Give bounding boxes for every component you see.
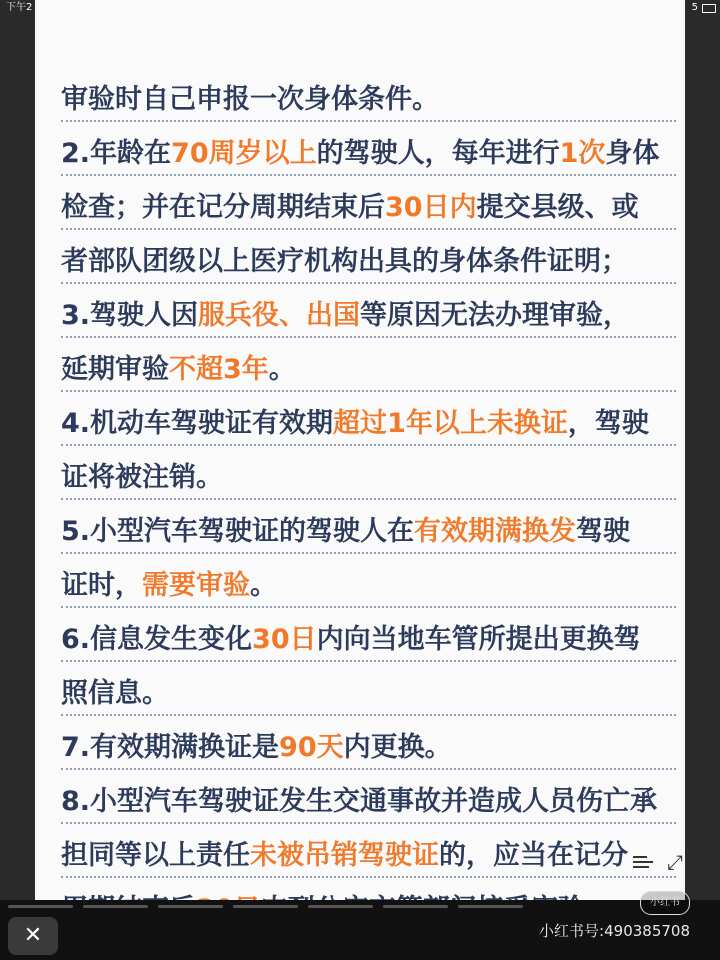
- highlight-text: 90天: [279, 732, 344, 763]
- dotted-rule: [61, 876, 676, 878]
- body-text: 的，应当在记分: [439, 840, 628, 871]
- body-text: 3.驾驶人因: [61, 300, 199, 331]
- expand-icon[interactable]: ⤢: [667, 850, 683, 874]
- watermark: 小红书号:490385708: [539, 922, 690, 940]
- progress-segment: [233, 905, 298, 908]
- body-text: 4.机动车驾驶证有效期: [61, 408, 334, 439]
- dotted-rule: [61, 822, 676, 824]
- body-text: 2.年龄在: [61, 138, 172, 169]
- body-text: 者部队团级以上医疗机构出具的身体条件证明；: [61, 246, 628, 277]
- dotted-rule: [61, 444, 676, 446]
- text-line: [61, 504, 676, 558]
- text-line-content: [61, 190, 639, 226]
- highlight-text: 70周岁以上: [171, 138, 317, 169]
- body-text: 检查；并在记分周期结束后: [61, 192, 385, 223]
- image-progress: [8, 905, 712, 909]
- progress-segment: [158, 905, 223, 908]
- text-line: [61, 612, 676, 666]
- progress-segment: [308, 905, 373, 908]
- dotted-rule: [61, 336, 676, 338]
- text-line: [61, 288, 676, 342]
- text-line-content: [61, 568, 277, 604]
- highlight-text: 有效期满换发: [414, 516, 577, 547]
- text-line: [61, 72, 676, 126]
- progress-segment: [383, 905, 448, 908]
- text-line: [61, 396, 676, 450]
- progress-segment: [83, 905, 148, 908]
- dotted-rule: [61, 498, 676, 500]
- body-text: 。: [250, 570, 277, 601]
- text-line-content: [61, 406, 649, 442]
- dotted-rule: [61, 660, 676, 662]
- body-text: 担同等以上责任: [61, 840, 250, 871]
- text-line-content: [61, 82, 439, 118]
- highlight-text: 30日内: [385, 192, 477, 223]
- highlight-text: 未被吊销驾驶证: [250, 840, 439, 871]
- progress-segment: [458, 905, 523, 908]
- dotted-rule: [61, 174, 676, 176]
- body-text: ，驾驶: [567, 408, 649, 439]
- menu-icon[interactable]: [633, 853, 653, 871]
- body-text: 证将被注销。: [61, 462, 223, 493]
- text-line: [61, 720, 676, 774]
- close-button[interactable]: ✕: [8, 917, 58, 955]
- text-line-content: [61, 298, 630, 334]
- body-text: 审验时自己申报一次身体条件。: [61, 84, 439, 115]
- dotted-rule: [61, 552, 676, 554]
- body-text: 身体: [605, 138, 660, 169]
- body-text: 提交县级、或: [476, 192, 639, 223]
- body-text: 内更换。: [343, 732, 452, 763]
- body-text: 的驾驶人，每年进行: [316, 138, 560, 169]
- article-image: [35, 0, 685, 900]
- text-line-content: [61, 838, 628, 874]
- status-time: 下午2: [6, 2, 33, 13]
- text-line: [61, 180, 676, 234]
- dotted-rule: [61, 606, 676, 608]
- text-line-content: [61, 622, 641, 658]
- body-text: 5.小型汽车驾驶证的驾驶人在: [61, 516, 415, 547]
- text-line: [61, 774, 676, 828]
- highlight-text: 30日: [252, 624, 317, 655]
- article-text: [61, 72, 676, 936]
- highlight-text: 需要审验: [142, 570, 250, 601]
- progress-segment: [8, 905, 73, 908]
- highlight-text: 1次: [559, 138, 606, 169]
- body-text: 7.有效期满换证是: [61, 732, 280, 763]
- body-text: 证时，: [61, 570, 142, 601]
- text-line-content: [61, 514, 630, 550]
- text-line: [61, 450, 676, 504]
- dotted-rule: [61, 282, 676, 284]
- text-line-content: [61, 352, 296, 388]
- text-line: [61, 342, 676, 396]
- text-line-content: [61, 730, 452, 766]
- text-line-content: [61, 136, 659, 172]
- dotted-rule: [61, 120, 676, 122]
- body-text: 延期审验: [61, 354, 169, 385]
- dotted-rule: [61, 228, 676, 230]
- body-text: 内向当地车管所提出更换驾: [316, 624, 641, 655]
- text-line: [61, 666, 676, 720]
- body-text: 照信息。: [61, 678, 169, 709]
- highlight-text: 超过1年以上未换证: [333, 408, 568, 439]
- body-text: 8.小型汽车驾驶证发生交通事故并造成人员伤亡承: [61, 786, 658, 817]
- text-line: [61, 126, 676, 180]
- text-line-content: [61, 784, 657, 820]
- body-text: 6.信息发生变化: [61, 624, 253, 655]
- text-line: [61, 234, 676, 288]
- text-line-content: [61, 460, 223, 496]
- body-text: 。: [268, 354, 296, 385]
- dotted-rule: [61, 714, 676, 716]
- text-line: [61, 828, 676, 882]
- text-line: [61, 558, 676, 612]
- highlight-text: 服兵役、出国: [198, 300, 361, 331]
- text-line-content: [61, 676, 169, 712]
- body-text: 驾驶: [576, 516, 631, 547]
- text-line-content: [61, 244, 628, 280]
- battery-icon: [702, 4, 716, 13]
- status-indicator: 5: [691, 2, 698, 13]
- dotted-rule: [61, 390, 676, 392]
- highlight-text: 不超3年: [169, 354, 269, 385]
- body-text: 等原因无法办理审验，: [360, 300, 631, 331]
- xiaohongshu-logo: 小红书: [640, 891, 690, 915]
- dotted-rule: [61, 768, 676, 770]
